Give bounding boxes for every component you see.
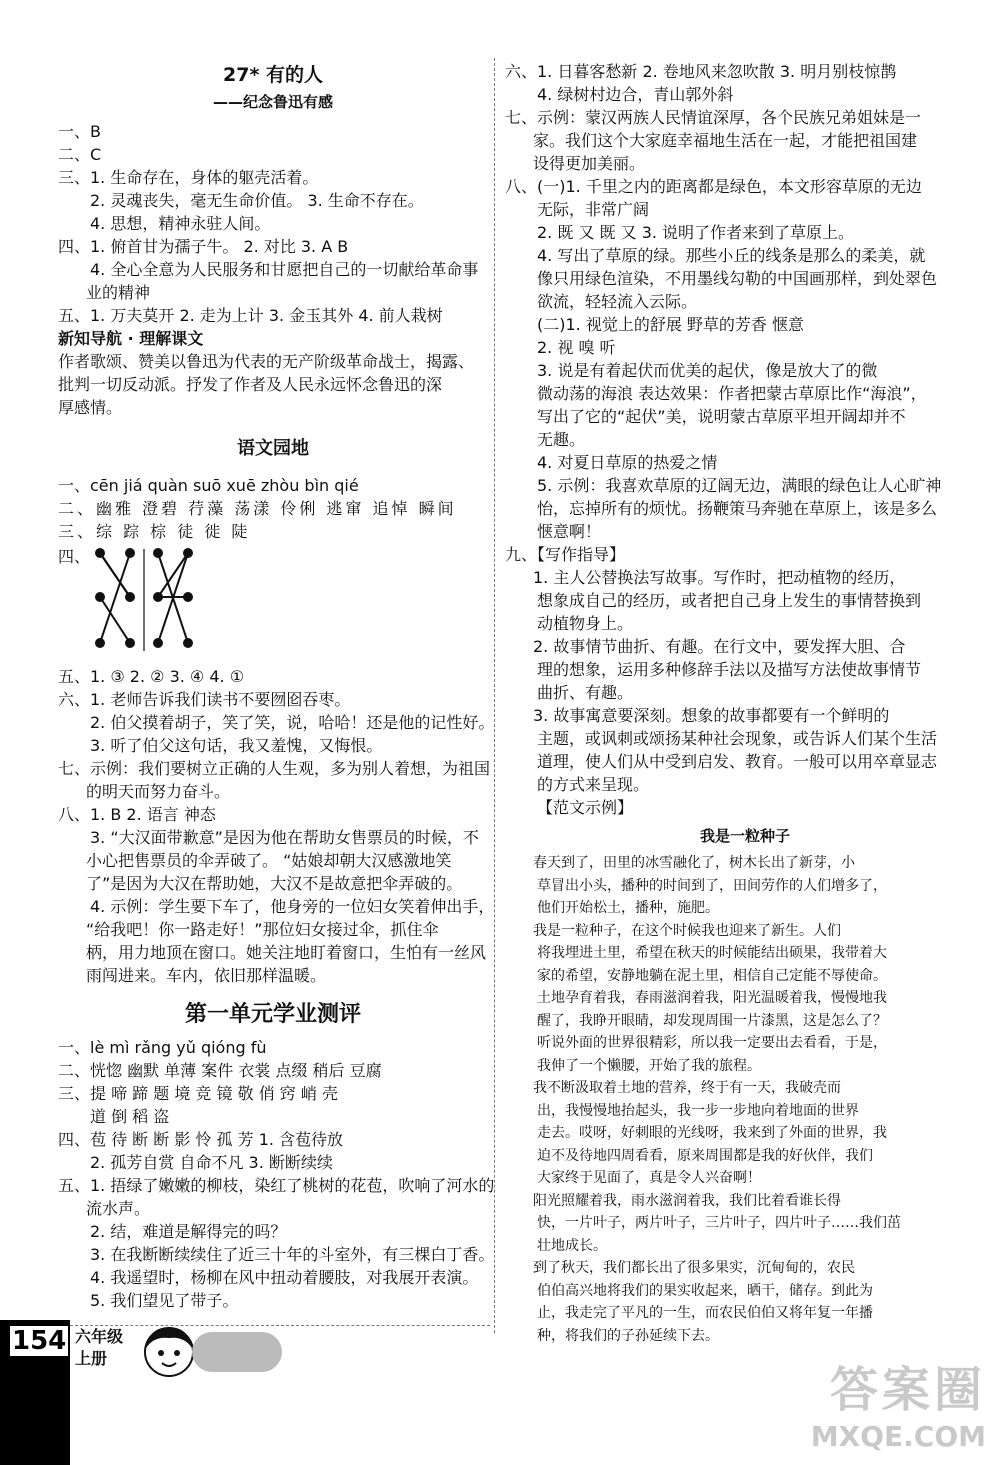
essay-line: 壮地成长。	[537, 1237, 607, 1254]
answers-block-right	[505, 60, 985, 819]
guide-text	[58, 350, 488, 419]
pinyin-answers: 一、cēn jiá quàn suō xuē zhòu bìn qié	[58, 476, 359, 495]
essay-line: 土地孕育着我，春雨滋润着我，阳光温暖着我，慢慢地我	[537, 990, 887, 1006]
answer-line: 3. 在我断断续续住了近三十年的斗室外，有三棵白丁香。	[90, 1245, 495, 1264]
essay-line: 将我埋进土里，希望在秋天的时候能结出硕果，我带着大	[537, 945, 887, 961]
essay-body	[505, 852, 985, 1347]
answer-line: 业的精神	[86, 283, 151, 302]
answer-line: 2. 视 嗅 听	[537, 338, 616, 357]
answer-line: (二)1. 视觉上的舒展 野草的芳香 惬意	[537, 315, 805, 334]
answer-line: 3. “大汉面带歉意”是因为他在帮助女售票员的时候，不	[90, 828, 479, 847]
answer-line: 2. 孤芳自赏 自命不凡 3. 断断续续	[90, 1153, 333, 1172]
words-answers-2: 二、幽雅 澄碧 荇藻 荡漾 伶俐 逃窜 追悼 瞬间	[58, 499, 457, 518]
answer-line: 六、1. 老师告诉我们读书不要囫囵吞枣。	[58, 690, 351, 709]
answer-line: 理的想象，运用多种修辞手法以及描写方法使故事情节	[537, 660, 922, 679]
matching-label: 四、	[58, 547, 91, 566]
answer-line: 九、【写作指导】	[505, 545, 626, 564]
answer-line: 三、1. 生命存在，身体的躯壳活着。	[58, 168, 319, 187]
answer-line: “给我吧！你一路走好！”那位妇女接过伞，抓住伞	[86, 920, 439, 939]
answer-line: 1. 主人公替换法写故事。写作时，把动植物的经历，	[533, 568, 906, 587]
answer-line: 曲折、有趣。	[537, 683, 634, 702]
section-title-unit-test: 第一单元学业测评	[184, 1002, 361, 1027]
answer-line: 二、C	[58, 145, 102, 164]
essay-line: 听说外面的世界很精彩，所以我一定要出去看看，于是，	[537, 1035, 887, 1051]
essay-line: 醒了，我睁开眼睛，却发现周围一片漆黑，这是怎么了？	[537, 1012, 887, 1029]
essay-line: 我不断汲取着土地的营养，终于有一天，我破壳而	[533, 1080, 841, 1096]
words-answers-3: 三、综 踪 棕 徒 徙 陡	[58, 522, 251, 541]
footer-divider	[70, 1325, 490, 1326]
guide-line: 批判一切反动派。抒发了作者及人民永远怀念鲁迅的深	[58, 375, 443, 394]
lesson-subtitle: ——纪念鲁迅有感	[212, 93, 333, 111]
answer-line: 4. 我遥望时，杨柳在风中扭动着腰肢，对我展开表演。	[90, 1268, 479, 1287]
answer-line: 怡，忘掉所有的烦忧。扬鞭策马奔驰在草原上，该是多么	[537, 499, 938, 518]
essay-line: 种，将我们的子孙延续下去。	[537, 1327, 719, 1344]
essay-title: 我是一粒种子	[699, 827, 790, 845]
answer-line: 的明天而努力奋斗。	[86, 782, 231, 801]
answer-line: 一、lè mì rǎng yǔ qióng fù	[58, 1038, 267, 1057]
essay-line: 阳光照耀着我，雨水滋润着我，我们比着看谁长得	[533, 1192, 841, 1209]
footer-cloud-shape	[192, 1332, 282, 1372]
watermark	[811, 1351, 986, 1453]
answer-line: 五、1. 捂绿了嫩嫩的柳枝，染红了桃树的花苞，吹响了河水的	[58, 1176, 495, 1195]
answer-line: 4. 绿树村边合，青山郭外斜	[537, 85, 734, 104]
answer-line: 六、1. 日暮客愁新 2. 卷地风来忽吹散 3. 明月别枝惊鹊	[505, 62, 897, 81]
mascot-face-icon	[140, 1322, 198, 1380]
answer-line: 二、恍惚 幽默 单薄 案件 衣裳 点缀 稍后 豆腐	[58, 1061, 382, 1080]
answer-line: 的方式来呈现。	[537, 775, 650, 794]
essay-line: 快，一片叶子，两片叶子，三片叶子，四片叶子……我们茁	[537, 1215, 901, 1231]
answer-line: 设得更加美丽。	[533, 154, 646, 173]
answer-line: 5. 我们望见了带子。	[90, 1291, 239, 1310]
lesson-title: 27* 有的人	[223, 64, 323, 86]
guide-label: 新知导航 · 理解课文	[58, 329, 204, 348]
answer-line: 微动荡的海浪 表达效果：作者把蒙古草原比作“海浪”，	[537, 384, 927, 403]
matching-diagram	[58, 545, 488, 657]
answer-line: 欲流，轻轻流入云际。	[537, 292, 698, 311]
watermark-logo-text: 答案圈	[829, 1362, 986, 1418]
answer-line: 道理，使人们从中受到启发、教育。一般可以用卒章显志	[537, 752, 938, 771]
answer-line: 柄，用力地顶在窗口。她关注地盯着窗口，生怕有一丝风	[86, 943, 487, 962]
answer-line: 主题，或讽刺或颂扬某种社会现象，或告诉人们某个生活	[537, 729, 938, 748]
answer-line: 惬意啊！	[537, 522, 602, 541]
essay-line: 草冒出小头，播种的时间到了，田间劳作的人们增多了，	[537, 877, 887, 894]
answer-line: 了”是因为大汉在帮助她，大汉不是故意把伞弄破的。	[86, 874, 463, 893]
answer-line: 4. 全心全意为人民服务和甘愿把自己的一切献给革命事	[90, 260, 479, 279]
section-title-yuwen-yuandi: 语文园地	[237, 438, 309, 459]
volume-text: 上册	[75, 1349, 108, 1368]
answer-line: 3. 故事寓意要深刻。想象的故事都要有一个鲜明的	[533, 706, 890, 725]
answer-line: 五、1. 万夫莫开 2. 走为上计 3. 金玉其外 4. 前人栽树	[58, 306, 443, 325]
answer-line: 3. 听了伯父这句话，我又羞愧，又悔恨。	[90, 736, 383, 755]
answers-block-b	[58, 665, 495, 987]
answer-line: 像只用绿色渲染，不用墨线勾勒的中国画那样，到处翠色	[537, 269, 938, 288]
answer-line: 八、(一)1. 千里之内的距离都是绿色，本文形容草原的无边	[505, 177, 922, 196]
answer-line: 流水声。	[86, 1199, 151, 1218]
answer-line: 三、提 啼 蹄 题 境 竞 镜 敬 俏 窍 峭 壳	[58, 1084, 338, 1103]
answer-line: 一、B	[58, 122, 101, 141]
answer-line: 小心把售票员的伞弄破了。 “姑娘却朝大汉感激地笑	[86, 851, 452, 870]
answer-line: 四、苞 待 断 断 影 怜 孤 芳 1. 含苞待放	[58, 1130, 344, 1149]
answer-line: 动植物身上。	[537, 614, 634, 633]
answers-block-a	[58, 120, 488, 327]
answers-block-c	[58, 1036, 495, 1312]
answer-line: 八、1. B 2. 语言 神态	[58, 805, 216, 824]
right-column	[505, 60, 985, 1347]
watermark-url: MXQE.COM	[810, 1420, 986, 1453]
essay-line: 我是一粒种子，在这个时候我也迎来了新生。人们	[533, 922, 841, 939]
essay-line: 止，我走完了平凡的一生，而农民伯伯又将年复一年播	[537, 1305, 873, 1321]
essay-line: 家的希望，安静地躺在泥土里，相信自己定能不辱使命。	[537, 967, 887, 984]
answer-line: 2. 故事情节曲折、有趣。在行文中，要发挥大胆、合	[533, 637, 906, 656]
answer-line: 无趣。	[537, 430, 586, 449]
answer-line: 5. 示例：我喜欢草原的辽阔无边，满眼的绿色让人心旷神	[537, 476, 942, 495]
answer-line: 2. 结，难道是解得完的吗？	[90, 1222, 287, 1241]
answer-line: 想象成自己的经历，或者把自己身上发生的事情替换到	[537, 591, 922, 610]
essay-line: 到了秋天，我们都长出了很多果实，沉甸甸的，农民	[533, 1260, 855, 1276]
page-number: 154	[12, 1326, 67, 1356]
answer-line: 家。我们这个大家庭幸福地生活在一起，才能把祖国建	[533, 131, 918, 150]
guide-line: 作者歌颂、赞美以鲁迅为代表的无产阶级革命战士，揭露、	[58, 352, 475, 371]
guide-line: 厚感情。	[58, 398, 123, 417]
answer-line: 【范文示例】	[537, 798, 634, 817]
answer-line: 雨闯进来。车内，依旧那样温暖。	[86, 966, 327, 985]
answer-line: 4. 写出了草原的绿。那些小丘的线条是那么的柔美，就	[537, 246, 926, 265]
grade-label	[75, 1326, 123, 1370]
essay-line: 出，我慢慢地抬起头，我一步一步地向着地面的世界	[537, 1102, 859, 1119]
answer-line: 五、1. ③ 2. ② 3. ④ 4. ①	[58, 667, 245, 686]
answer-line: 4. 对夏日草原的热爱之情	[537, 453, 718, 472]
answer-line: 七、示例：我们要树立正确的人生观，多为别人着想，为祖国	[58, 759, 491, 778]
answer-line: 写出了它的“起伏”美，说明蒙古草原平坦开阔却并不	[537, 407, 906, 426]
answer-line: 3. 说是有着起伏而优美的起伏，像是放大了的微	[537, 361, 878, 380]
essay-line: 大家终于见面了，真是令人兴奋啊！	[537, 1170, 761, 1186]
left-column	[58, 60, 495, 1312]
essay-line: 伯伯高兴地将我们的果实收起来，晒干，储存。到此为	[537, 1282, 873, 1299]
essay-line: 他们开始松土，播种，施肥。	[537, 900, 719, 916]
essay-line: 走去。哎呀，好刺眼的光线呀，我来到了外面的世界，我	[537, 1125, 887, 1141]
essay-line: 我伸了一个懒腰，开始了我的旅程。	[537, 1057, 761, 1074]
answer-line: 4. 示例：学生要下车了，他身旁的一位妇女笑着伸出手，	[90, 897, 495, 916]
answer-line: 无际，非常广阔	[537, 200, 650, 219]
essay-line: 迫不及待地四周看看，原来周围都是我的好伙伴，我们	[537, 1147, 873, 1164]
matching-lines-graphic	[90, 545, 200, 657]
answer-line: 2. 伯父摸着胡子，笑了笑，说，哈哈！还是他的记性好。	[90, 713, 495, 732]
essay-line: 春天到了，田里的冰雪融化了，树木长出了新芽，小	[533, 855, 855, 871]
column-divider	[494, 58, 495, 1333]
answer-line: 道 倒 稻 盗	[90, 1107, 170, 1126]
answer-line: 2. 灵魂丧失，毫无生命价值。 3. 生命不存在。	[90, 191, 424, 210]
answer-line: 七、示例：蒙汉两族人民情谊深厚，各个民族兄弟姐妹是一	[505, 108, 922, 127]
answer-line: 4. 思想，精神永驻人间。	[90, 214, 271, 233]
answer-line: 2. 既 又 既 又 3. 说明了作者来到了草原上。	[537, 223, 855, 242]
grade-text: 六年级	[75, 1327, 124, 1346]
answer-line: 四、1. 俯首甘为孺子牛。 2. 对比 3. A B	[58, 237, 349, 256]
